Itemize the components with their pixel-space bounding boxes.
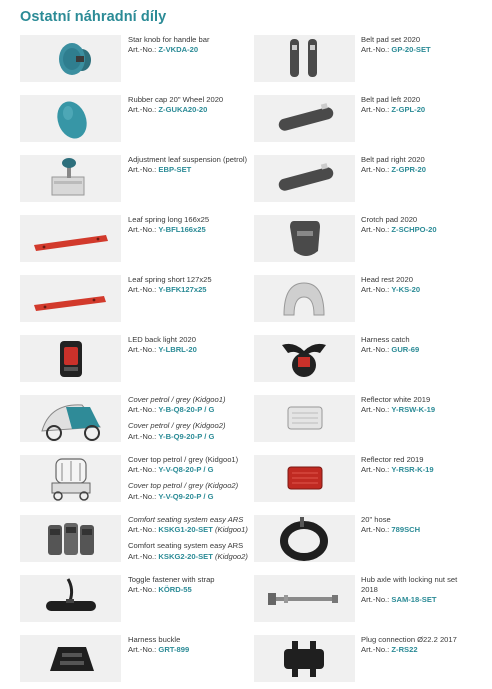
belt-pad-right-icon [254,155,355,202]
plug-connection-icon [254,635,355,682]
part-code: Y-KS-20 [391,285,421,295]
part-item [254,155,474,209]
art-label: Art.-No.: [128,465,157,475]
harness-buckle-icon [20,635,121,682]
part-code: SAM-18-SET [391,595,437,605]
part-item [254,95,474,149]
art-label: Art.-No.: [128,551,157,561]
back-light-icon [20,335,121,382]
part-code: Z-GPL-20 [391,105,426,115]
part-item [254,215,474,269]
leaf-spring-long-icon [20,215,121,262]
part-item [20,635,250,689]
adjustment-clamp-icon [20,155,121,202]
art-label: Art.-No.: [361,285,390,295]
reflector-white-icon [254,395,355,442]
part-name: Cover petrol / grey (Kidgoo1) [128,395,226,404]
art-label: Art.-No.: [361,345,390,355]
part-code: GP-20-SET [391,45,431,55]
part-code: Y-B-Q8-20-P / G [158,405,215,415]
leaf-spring-short-icon [20,275,121,322]
part-code: Y-BFL166x25 [158,225,206,235]
belt-pad-set-icon [254,35,355,82]
part-name: Belt pad left 2020 [361,95,421,104]
art-label: Art.-No.: [128,525,157,535]
art-label: Art.-No.: [128,225,157,235]
part-item [20,575,250,629]
part-code-variant: KSKG2-20-SET [158,551,213,561]
part-name: Rubber cap 20" Wheel 2020 [128,95,224,104]
part-code: Y-V-Q8-20-P / G [158,465,214,475]
art-label: Art.-No.: [361,165,390,175]
art-label: Art.-No.: [128,431,157,441]
art-label: Art.-No.: [128,345,157,355]
head-rest-icon [254,275,355,322]
crotch-pad-icon [254,215,355,262]
part-item [20,275,250,329]
part-item [20,455,250,509]
part-name-variant: Cover top petrol / grey (Kidgoo2) [128,481,239,491]
art-label: Art.-No.: [361,105,390,115]
part-name: LED back light 2020 [128,335,196,344]
art-label: Art.-No.: [128,45,157,55]
part-name: Reflector white 2019 [361,395,431,404]
part-name-variant: Cover petrol / grey (Kidgoo2) [128,421,226,431]
part-name: Leaf spring short 127x25 [128,275,212,284]
art-label: Art.-No.: [361,525,390,535]
part-code: Z-SCHPO-20 [391,225,437,235]
part-code: Z-RS22 [391,645,418,655]
part-code-note-variant: (Kidgoo2) [214,551,248,561]
art-label: Art.-No.: [361,225,390,235]
art-label: Art.-No.: [128,645,157,655]
part-code: Z-GUKA20-20 [158,105,208,115]
part-item [254,515,474,569]
part-code: Y-RSW-K-19 [391,405,436,415]
part-name: Harness catch [361,335,410,344]
part-name: 20" hose [361,515,391,524]
art-label: Art.-No.: [128,105,157,115]
part-code: EBP-SET [158,165,192,175]
part-item [254,455,474,509]
part-name: Crotch pad 2020 [361,215,418,224]
part-name: Comfort seating system easy ARS [128,515,244,524]
part-name: Harness buckle [128,635,181,644]
part-item [20,515,250,569]
part-name-variant: Comfort seating system easy ARS [128,541,244,551]
part-code: 789SCH [391,525,421,535]
part-item [20,95,250,149]
hub-axle-icon [254,575,355,622]
part-code-note: (Kidgoo1) [214,525,248,535]
part-code-variant: Y-B-Q9-20-P / G [158,431,215,441]
part-item [254,335,474,389]
part-name: Leaf spring long 166x25 [128,215,210,224]
art-label: Art.-No.: [361,45,390,55]
page-title: Ostatní náhradní díly [20,9,167,25]
art-label: Art.-No.: [361,405,390,415]
part-item [20,395,250,449]
art-label: Art.-No.: [128,585,157,595]
part-item [254,635,474,689]
toggle-fastener-icon [20,575,121,622]
harness-catch-icon [254,335,355,382]
rubber-cap-icon [20,95,121,142]
belt-pad-left-icon [254,95,355,142]
part-name: Star knob for handle bar [128,35,210,44]
part-item [20,155,250,209]
part-item [254,395,474,449]
art-label: Art.-No.: [128,285,157,295]
part-code-variant: Y-V-Q9-20-P / G [158,491,214,501]
art-label: Art.-No.: [361,645,390,655]
part-name: Reflector red 2019 [361,455,424,464]
art-label: Art.-No.: [361,595,390,605]
part-item [20,335,250,389]
part-item [254,275,474,329]
part-code: KSKG1-20-SET [158,525,213,535]
part-code: Y-RSR-K-19 [391,465,434,475]
part-item [20,35,250,89]
trailer-frame-icon [20,455,121,502]
part-name: Head rest 2020 [361,275,413,284]
art-label: Art.-No.: [128,491,157,501]
part-item [254,575,474,629]
part-name: Cover top petrol / grey (Kidgoo1) [128,455,239,464]
part-code: GRT-899 [158,645,190,655]
art-label: Art.-No.: [128,165,157,175]
part-name: Belt pad right 2020 [361,155,425,164]
part-code: GUR-69 [391,345,420,355]
reflector-red-icon [254,455,355,502]
part-code: Z-VKDA-20 [158,45,199,55]
part-name: Toggle fastener with strap [128,575,215,584]
art-label: Art.-No.: [128,405,157,415]
part-name: Adjustment leaf suspension (petrol) [128,155,248,164]
part-code: Z-GPR-20 [391,165,427,175]
art-label: Art.-No.: [361,465,390,475]
part-code: Y-LBRL-20 [158,345,197,355]
part-code: KÖRD-55 [158,585,192,595]
trailer-cover-icon [20,395,121,442]
part-item [20,215,250,269]
part-item [254,35,474,89]
star-knob-icon [20,35,121,82]
inner-tube-icon [254,515,355,562]
part-name: Belt pad set 2020 [361,35,421,44]
part-name: Hub axle with locking nut set 2018 [361,575,458,595]
part-name: Plug connection Ø22.2 2017 [361,635,457,644]
part-code: Y-BFK127x25 [158,285,207,295]
seating-system-icon [20,515,121,562]
